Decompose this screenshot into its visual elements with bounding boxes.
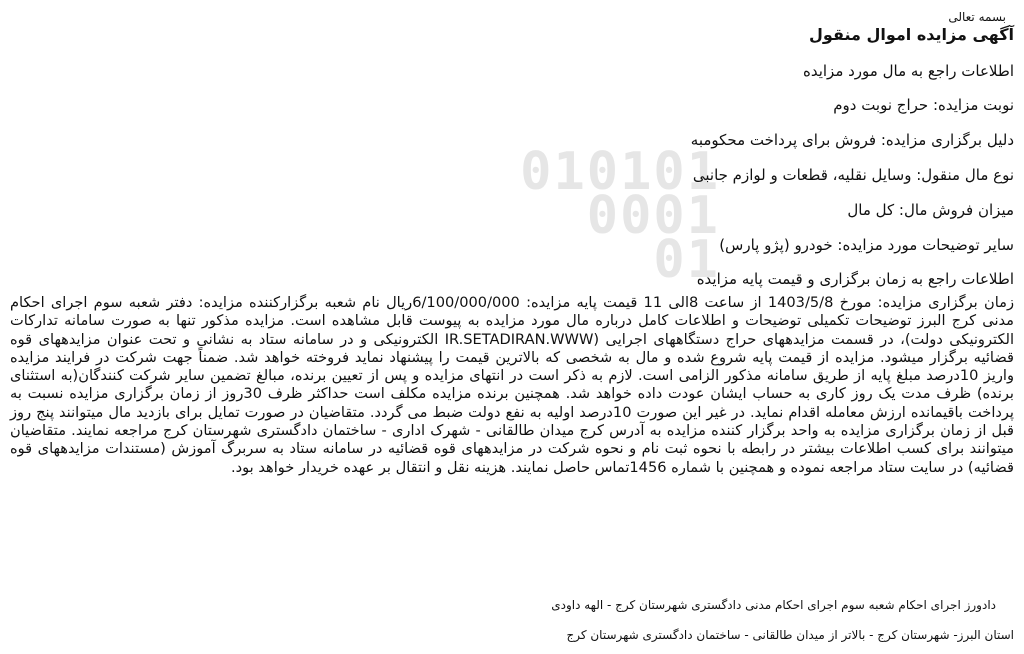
field-auction-round: نوبت مزایده: حراج نوبت دوم [833,96,1014,114]
watermark-line: 01 [653,230,720,290]
notice-body-paragraph: زمان برگزاری مزایده: مورخ 1403/5/8 از ساعت 8الی 11 قیمت پایه مزایده: 6/100/000/000ریال نام شعبه برگزارکننده مزایده: دفتر شعبه سوم اجرای احکام مدنی کرج البرز توضیحات تکمیلی توضیحات و اطلاعات کامل درباره مال مورد مزایده به پیوست قابل مشاهده است. مزایده مذکور تنها به صورت سامانه تدارکات الکترونیکی دولت)، در قسمت مزایدههای حراج دستگاههای اجرایی (IR.SETADIRAN.WWW الکترونیکی و در سامانه ستاد به نشانی و تحت عنوان مزایدههای قوه قضائیه برگزار میشود. مزایده از قیمت پایه شروع شده و مال به شخصی که بالاترین قیمت را پیشنهاد نماید فروخته خواهد شد. ضمناً جهت شرکت در فرایند مزایده واریز 10درصد مبلغ پایه از طریق سامانه مذکور الزامی است. لازم به ذکر است در انتهای مزایده و پس از تعیین برنده، مبالغ تضمین سایر شرکت کنندگان(به استثنای برنده) ظرف مدت یک روز کاری به حساب ایشان عودت داده خواهد شد. همچنین برنده مزایده مکلف است حداکثر ظرف 30روز از زمان برگزاری مزایده نسبت به پرداخت باقیمانده ارزش معامله اقدام نماید. در غیر این صورت 10درصد اولیه به نفع دولت ضبط می گردد. متقاضیان در صورت تمایل برای بازدید مال میتوانند پنج روز قبل از زمان برگزاری مزایده به واحد برگزار کننده مزایده به آدرس کرج میدان طالقانی - شهرک اداری - ساختمان دادگستری شهرستان کرج مراجعه نمایند. متقاضیان میتوانند برای کسب اطلاعات بیشتر در رابطه با نحوه ثبت نام و نحوه شرکت در مزایدههای قوه قضائیه در سامانه ستاد به سربرگ آموزش (مستندات مزایدههای قوه قضائیه) در سایت ستاد مراجعه نموده و همچنین با شماره 1456تماس حاصل نمایند. هزینه نقل و انتقال بر عهده خریدار خواهد بود. [10,294,1015,476]
basmala: بسمه تعالی [948,10,1006,24]
watermark-line: 010101 [520,142,720,202]
signature-line: دادورز اجرای احکام شعبه سوم اجرای احکام مدنی دادگستری شهرستان کرج - الهه داودی [551,598,996,612]
watermark-binary [470,142,720,290]
notice-title: آگهی مزایده اموال منقول [809,25,1014,44]
field-item-type: نوع مال منقول: وسایل نقلیه، قطعات و لوازم جانبی [692,166,1014,184]
field-other-details: سایر توضیحات مورد مزایده: خودرو (پژو پارس) [719,236,1014,254]
field-sale-amount: میزان فروش مال: کل مال [847,201,1014,219]
watermark-line: 0001 [586,186,720,246]
field-auction-reason: دلیل برگزاری مزایده: فروش برای پرداخت محکومبه [690,131,1014,149]
address-line: استان البرز- شهرستان کرج - بالاتر از میدان طالقانی - ساختمان دادگستری شهرستان کرج [566,628,1014,642]
section-heading-item-info: اطلاعات راجع به مال مورد مزایده [802,62,1014,80]
section-heading-time-price: اطلاعات راجع به زمان برگزاری و قیمت پایه مزایده [696,270,1014,288]
